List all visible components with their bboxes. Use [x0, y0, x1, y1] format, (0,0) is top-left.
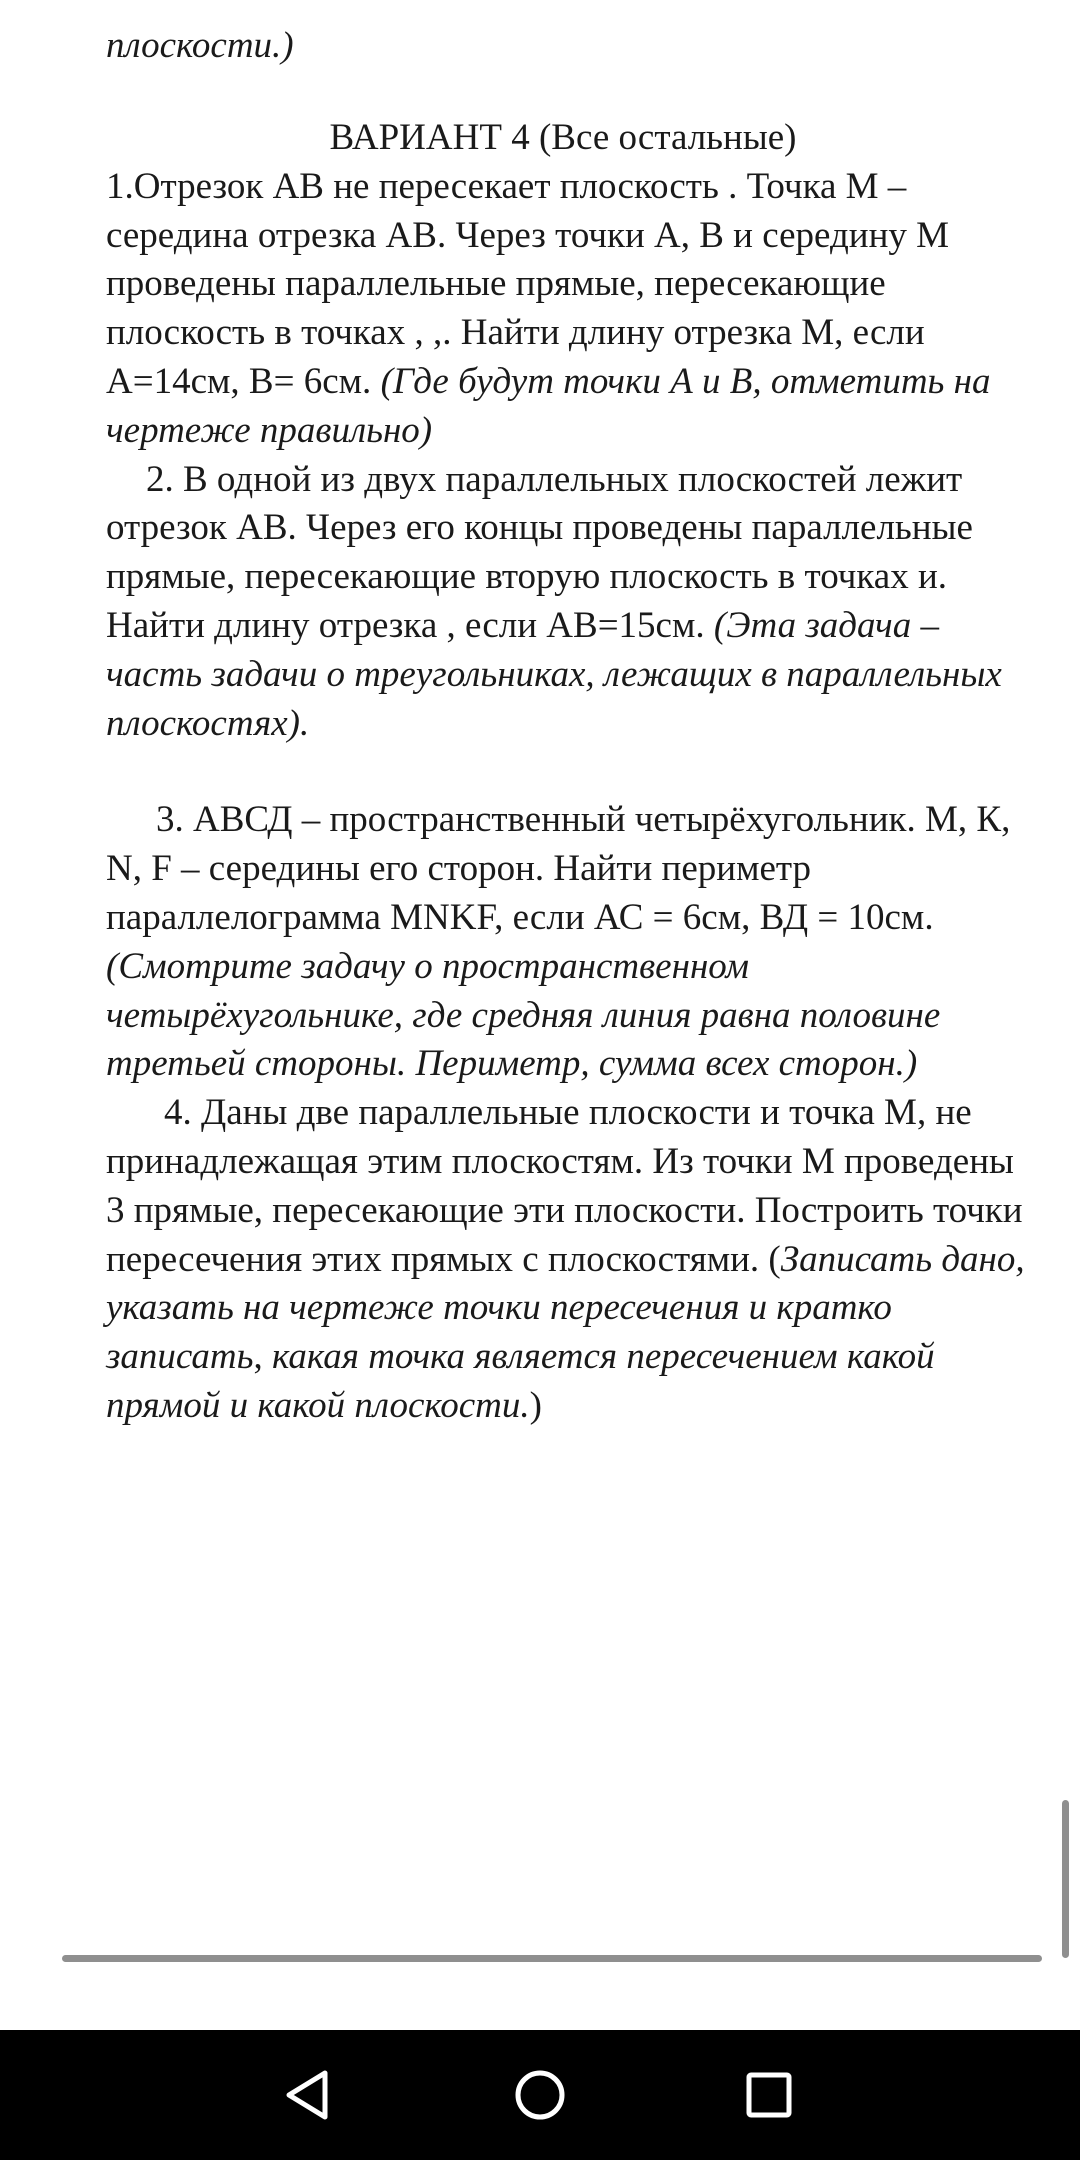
recents-icon — [739, 2065, 799, 2125]
task-2 — [106, 456, 1036, 749]
task-3 — [106, 796, 1036, 1089]
home-button[interactable] — [495, 2050, 585, 2140]
task-4-text-mid: , — [253, 1336, 272, 1378]
task-4-text: 4. Даны две параллельные плоскости и точка М, не принадлежащая этим плоскостям. Из точки М проведены 3 прямые, пересекающие эти плоскости. Построить точки пересечения этих прямых с плоскостями. ( — [106, 1092, 1023, 1280]
page-title: ВАРИАНТ 4 (Все остальные) — [329, 117, 797, 158]
task-1-note: (Где будут точки А и В, отметить на чертеже правильно) — [106, 360, 991, 451]
vertical-scrollbar[interactable] — [1062, 1800, 1069, 1958]
cutoff-text-line: плоскости.) — [106, 25, 294, 66]
document-content — [106, 114, 1036, 1431]
task-1 — [106, 163, 1036, 456]
task-1-text: 1.Отрезок АВ не пересекает плоскость . Точка М – середина отрезка АВ. Через точки А, В и середину М проведены параллельные прямые, пересекающие плоскость в точках , ,. Найти длину отрезка М, если А=14см, В= 6см. — [106, 165, 950, 402]
home-icon — [510, 2065, 570, 2125]
back-button[interactable] — [264, 2050, 354, 2140]
task-4 — [106, 1089, 1036, 1431]
recents-button[interactable] — [724, 2050, 814, 2140]
back-icon — [279, 2065, 339, 2125]
task-4-note-end: какая точка является пересечением какой прямой и какой плоскости. — [106, 1336, 935, 1426]
horizontal-scrollbar[interactable] — [62, 1955, 1042, 1962]
task-2-text: 2. В одной из двух параллельных плоскостей лежит отрезок АВ. Через его концы проведены параллельные прямые, пересекающие вторую плоскость в точках и. Найти длину отрезка , если АВ=15см. — [106, 458, 973, 646]
task-2-note: (Эта задача – часть задачи о треугольниках, лежащих в параллельных плоскостях). — [106, 604, 1002, 744]
task-4-note: Записать дано, указать на чертеже точки пересечения и кратко записать — [106, 1238, 1025, 1378]
task-3-text: 3. АВСД – пространственный четырёхугольник. М, К, N, F – середины его сторон. Найти периметр параллелограмма MNKF, если АС = 6см, ВД = 10см. — [106, 799, 1011, 938]
navigation-bar — [0, 2030, 1080, 2160]
task-4-text-end: ) — [529, 1384, 542, 1426]
task-3-note: (Смотрите задачу о пространственном четырёхугольнике, где средняя линия равна половине третьей стороны. Периметр, сумма всех сторон.) — [106, 945, 941, 1085]
